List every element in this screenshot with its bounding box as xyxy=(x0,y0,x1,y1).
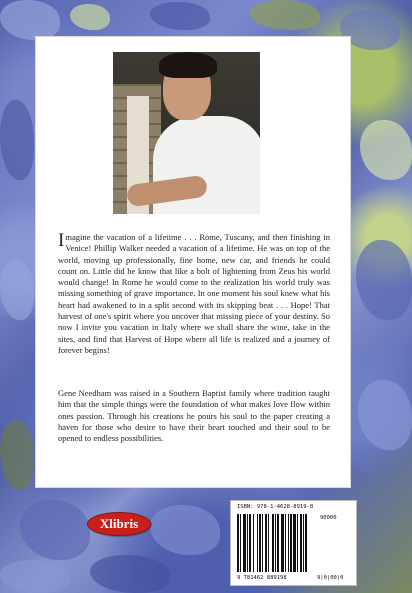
barcode-bar xyxy=(240,514,241,572)
barcode-bar xyxy=(300,514,302,572)
barcode-bar xyxy=(281,514,284,572)
author-photo xyxy=(113,52,260,214)
barcode-bar xyxy=(303,514,304,572)
price-code: 90000 xyxy=(320,515,337,521)
barcode-bar xyxy=(277,514,279,572)
barcode-bar xyxy=(285,514,286,572)
barcode-bar xyxy=(253,514,254,572)
drop-cap: I xyxy=(58,230,65,251)
barcode-bar xyxy=(297,514,298,572)
barcode-bar xyxy=(243,514,246,572)
barcode-bar xyxy=(265,514,267,572)
publisher-logo: Xlibris xyxy=(87,512,151,536)
barcode-digits: 9 781462 889198 xyxy=(237,575,287,581)
barcode-bar xyxy=(275,514,276,572)
barcode-bar xyxy=(272,514,274,572)
barcode-bar xyxy=(257,514,258,572)
barcode-bar xyxy=(247,514,248,572)
barcode-label xyxy=(230,500,357,586)
barcode-bar xyxy=(249,514,251,572)
author-hair xyxy=(159,52,217,78)
blurb-text: magine the vacation of a lifetime . . . Rome, Tuscany, and then finishing in Venice! Phillip Walker needed a vacation of a lifetime. He was on top of the world, moving up professionally, fine home, new car, and friends he could count on. Little did he know that like a bolt of lightening from Zeus his world would change! In Rome he would come to the realization his world truly was missing something of grave importance. In one moment his soul knew what his heart had awakened to in a split second with its skipping beat . . . Hope! That harvest of one's spirit where you uncover that missing piece of your destiny. So now I invite you vacation in Italy where we shall share the wine, take in the sites, and find that Harvest of Hope where all life is realized and a journey of forever begins! xyxy=(58,232,330,355)
author-bio: Gene Needham was raised in a Southern Baptist family where tradition taught him that the simple things were the foundation of what makes love flow within ones passion. Through his creations he pours his soul to the paper creating a haven for those who desire to have their heart touched and their soul to be opened to endless possibilities. xyxy=(58,388,330,444)
barcode-bar xyxy=(293,514,296,572)
barcode-bar xyxy=(237,514,239,572)
barcode-bar xyxy=(268,514,269,572)
barcode-bar xyxy=(259,514,261,572)
barcode-bar xyxy=(288,514,289,572)
barcode-bar xyxy=(305,514,307,572)
barcode-bars xyxy=(237,514,351,572)
isbn-text: ISBN: 978-1-4628-8919-8 xyxy=(237,504,314,510)
barcode-bar xyxy=(262,514,263,572)
book-blurb xyxy=(58,232,330,356)
barcode-addon-digits: 9|0|00|0 xyxy=(317,575,344,581)
barcode-bar xyxy=(290,514,292,572)
